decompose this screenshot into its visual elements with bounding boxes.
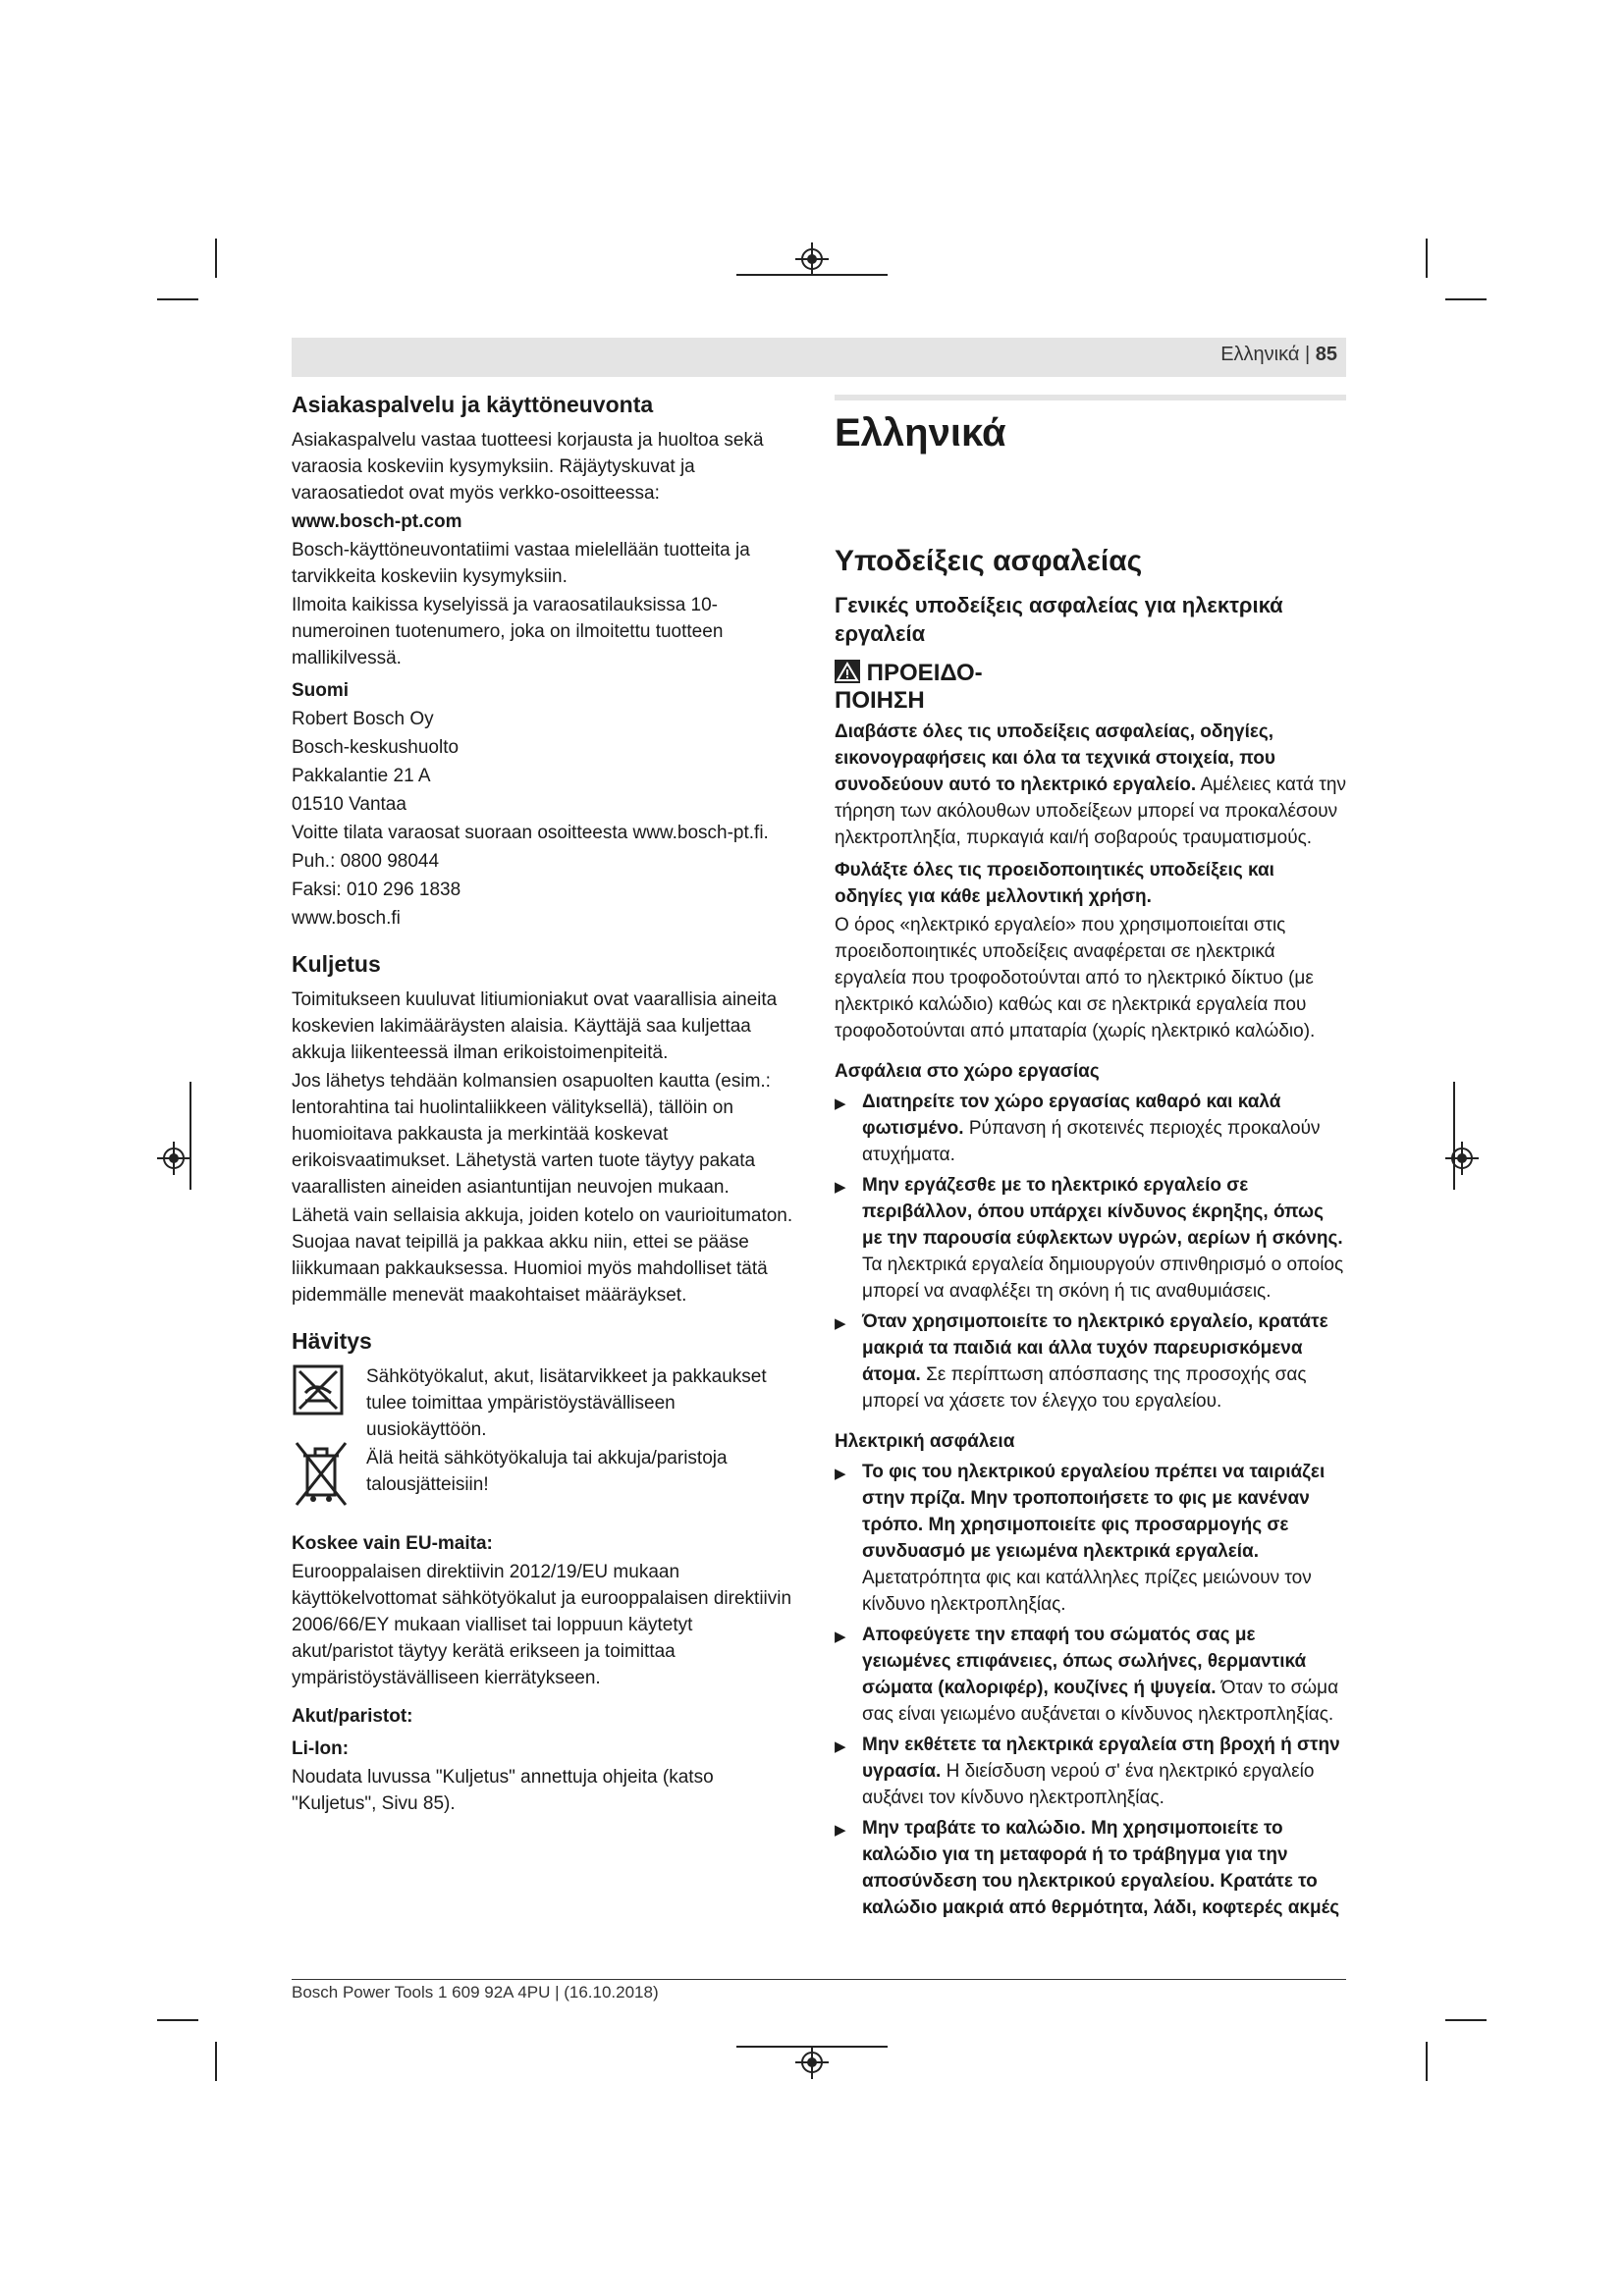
item-text: Η διείσδυση νερού σ' ένα ηλεκτρικό εργαλείο αυξάνει τον κίνδυνο ηλεκτροπληξίας.: [862, 1761, 1315, 1808]
header-separator: |: [1299, 344, 1316, 365]
disposal-text: [366, 1363, 798, 1517]
address-website-link[interactable]: www.bosch.fi: [292, 908, 401, 929]
crop-mark: [1426, 239, 1428, 278]
list-item: [835, 1622, 1346, 1728]
crop-mark: [215, 239, 217, 278]
header-language: Ελληνικά: [1220, 344, 1300, 365]
warning-block: [835, 660, 1346, 715]
disposal-paragraph: Älä heitä sähkötyökaluja tai akkuja/paristoja talousjätteisiin!: [366, 1448, 728, 1495]
item-text: Τα ηλεκτρικά εργαλεία δημιουργούν σπινθηρισμό ο οποίος μπορεί να αναφλέξει τη σκόνη ή τις αναθυμιάσεις.: [862, 1255, 1344, 1302]
electric-heading: Ηλεκτρική ασφάλεια: [835, 1431, 1015, 1452]
language-title: Ελληνικά: [835, 411, 1006, 454]
warning-label-text: ΠΡΟΕΙΔΟ-ΠΟΙΗΣΗ: [835, 660, 983, 714]
address-line: Puh.: 0800 98044: [292, 851, 440, 872]
address-line: Faksi: 010 296 1838: [292, 880, 461, 900]
bullet-arrow-icon: ▶: [835, 1466, 846, 1482]
page-header: [1220, 344, 1337, 366]
disposal-icons: [292, 1363, 351, 1517]
batteries-heading: Akut/paristot:: [292, 1706, 413, 1727]
crop-mark: [736, 274, 888, 276]
crop-mark: [1445, 2019, 1487, 2021]
crossed-bin-icon: [292, 1438, 351, 1517]
registration-mark-icon: [1445, 1142, 1479, 1175]
crop-mark: [736, 2046, 888, 2048]
liion-paragraph: Noudata luvussa "Kuljetus" annettuja ohjeita (katso "Kuljetus", Sivu 85).: [292, 1767, 714, 1814]
country-heading: Suomi: [292, 680, 350, 701]
warning-text: Αμέλειες κατά την τήρηση των ακόλουθων υποδείξεων μπορεί να προκαλέσουν ηλεκτροπληξία, πυρκαγιά και/ή σοβαρούς τραυματισμούς.: [835, 774, 1346, 848]
transport-paragraph: Toimitukseen kuuluvat litiumioniakut ovat vaarallisia aineita koskevien lakimääräysten alaisia. Käyttäjä saa kuljettaa akkuja liikenteessä ilman erikoistoimenpiteitä.: [292, 989, 778, 1063]
list-item: [835, 1308, 1346, 1415]
crop-mark: [157, 2019, 198, 2021]
crop-mark: [157, 298, 198, 300]
right-column: [835, 410, 1346, 1925]
item-text: Αμετατρόπητα φις και κατάλληλες πρίζες μειώνουν τον κίνδυνο ηλεκτροπληξίας.: [862, 1568, 1312, 1615]
list-item: [835, 1815, 1346, 1921]
page-footer: Bosch Power Tools 1 609 92A 4PU | (16.10.2018): [292, 1983, 659, 2002]
item-bold: Μην εργάζεσθε με το ηλεκτρικό εργαλείο σε περιβάλλον, όπου υπάρχει κίνδυνος έκρηξης, όπως με την παρουσία εύφλεκτων υγρών, αερίων ή σκόνης.: [862, 1175, 1343, 1249]
address-block: [292, 706, 798, 932]
safety-title: Υποδείξεις ασφαλείας: [835, 545, 1143, 577]
list-item: [835, 1089, 1346, 1168]
item-bold: Μην τραβάτε το καλώδιο. Μη χρησιμοποιείτε το καλώδιο για τη μεταφορά ή το τράβηγμα για την αποσύνδεση του ηλεκτρικού εργαλείου. Κρατάτε το καλώδιο μακριά από θερμότητα, λάδι, κοφτερές ακμές: [862, 1818, 1340, 1918]
item-text: Ρύπανση ή σκοτεινές περιοχές προκαλούν ατυχήματα.: [862, 1118, 1321, 1165]
crop-mark: [215, 2042, 217, 2081]
list-item: [835, 1459, 1346, 1618]
general-safety-title: Γενικές υποδείξεις ασφαλείας για ηλεκτρικά εργαλεία: [835, 593, 1283, 646]
item-bold: Αποφεύγετε την επαφή του σώματός σας με γειωμένες επιφάνειες, όπως σωλήνες, θερμαντικά σώματα (καλοριφέρ), κουζίνες ή ψυγεία.: [862, 1625, 1307, 1698]
registration-mark-icon: [795, 242, 829, 276]
list-item: [835, 1172, 1346, 1305]
registration-mark-icon: [795, 2046, 829, 2079]
page-number: 85: [1315, 344, 1337, 365]
address-line: Voitte tilata varaosat suoraan osoitteesta www.bosch-pt.fi.: [292, 823, 769, 843]
bullet-arrow-icon: ▶: [835, 1095, 846, 1112]
left-column: [292, 390, 798, 1819]
liion-heading: Li-Ion:: [292, 1738, 350, 1759]
page-header-bar: [292, 338, 1346, 377]
workplace-heading: Ασφάλεια στο χώρο εργασίας: [835, 1061, 1100, 1082]
bullet-arrow-icon: ▶: [835, 1738, 846, 1755]
list-item: [835, 1732, 1346, 1811]
item-bold: Το φις του ηλεκτρικού εργαλείου πρέπει να ταιριάζει στην πρίζα. Μην τροποποιήσετε το φις με κανέναν τρόπο. Μη χρησιμοποιείτε φις προσαρμογής σε συνδυασμό με γειωμένα ηλεκτρικά εργαλεία.: [862, 1462, 1326, 1562]
disposal-title: Hävitys: [292, 1328, 372, 1354]
item-text: Σε περίπτωση απόσπασης της προσοχής σας μπορεί να χάσετε τον έλεγχο του εργαλείου.: [862, 1364, 1307, 1412]
service-paragraph: Asiakaspalvelu vastaa tuotteesi korjausta ja huoltoa sekä varaosia koskeviin kysymyksiin. Räjäytyskuvat ja varaosatiedot ovat myös verkko-osoitteessa:: [292, 430, 764, 504]
address-line: Robert Bosch Oy: [292, 709, 434, 729]
service-paragraph: Bosch-käyttöneuvontatiimi vastaa mielellään tuotteita ja tarvikkeita koskeviin kysymyksiin.: [292, 540, 750, 587]
warning-bold-text: Διαβάστε όλες τις υποδείξεις ασφαλείας, οδηγίες, εικονογραφήσεις και όλα τα τεχνικά στοιχεία, που συνοδεύουν αυτό το ηλεκτρικό εργαλείο.: [835, 721, 1275, 795]
item-bold: Όταν χρησιμοποιείτε το ηλεκτρικό εργαλείο, κρατάτε μακριά τα παιδιά και άλλα τυχόν παρευρισκόμενα άτομα.: [862, 1311, 1328, 1385]
address-line: 01510 Vantaa: [292, 794, 406, 815]
eu-heading: Koskee vain EU-maita:: [292, 1533, 493, 1554]
address-line: Pakkalantie 21 A: [292, 766, 431, 786]
registration-mark-icon: [157, 1142, 190, 1175]
address-line: Bosch-keskushuolto: [292, 737, 460, 758]
service-url-link[interactable]: www.bosch-pt.com: [292, 511, 462, 532]
warning-intro: [1013, 660, 1346, 715]
section-rule: [835, 395, 1346, 400]
crop-mark: [1426, 2042, 1428, 2081]
item-text: Όταν το σώμα σας είναι γειωμένο αυξάνεται ο κίνδυνος ηλεκτροπληξίας.: [862, 1678, 1339, 1725]
item-bold: Διατηρείτε τον χώρο εργασίας καθαρό και καλά φωτισμένο.: [862, 1092, 1281, 1139]
item-bold: Μην εκθέτετε τα ηλεκτρικά εργαλεία στη βροχή ή στην υγρασία.: [862, 1735, 1340, 1782]
recycle-tools-icon: [292, 1363, 345, 1416]
transport-title: Kuljetus: [292, 951, 381, 977]
service-paragraph: Ilmoita kaikissa kyselyissä ja varaosatilauksissa 10-numeroinen tuotenumero, joka on ilmoitettu tuotteen mallikilvessä.: [292, 595, 724, 668]
eu-paragraph: Eurooppalaisen direktiivin 2012/19/EU mukaan käyttökelvottomat sähkötyökalut ja eurooppalaisen direktiivin 2006/66/EY mukaan vialliset tai loppuun käytetyt akut/paristot täytyy kerätä erikseen ja toimittaa ympäristöystävälliseen kierrätykseen.: [292, 1562, 792, 1688]
term-paragraph: Ο όρος «ηλεκτρικό εργαλείο» που χρησιμοποιείται στις προειδοποιητικές υποδείξεις αναφέρεται σε ηλεκτρικά εργαλεία που τροφοδοτούνται από το ηλεκτρικό δίκτυο (με ηλεκτρικό καλώδιο) καθώς και σε ηλεκτρικά εργαλεία που τροφοδοτούνται από μπαταρία (χωρίς ηλεκτρικό καλώδιο).: [835, 915, 1316, 1041]
bullet-arrow-icon: ▶: [835, 1629, 846, 1645]
warning-triangle-icon: [835, 660, 860, 683]
disposal-block: [292, 1363, 798, 1517]
warning-label: [835, 660, 1003, 715]
service-title: Asiakaspalvelu ja käyttöneuvonta: [292, 392, 654, 417]
disposal-paragraph: Sähkötyökalut, akut, lisätarvikkeet ja pakkaukset tulee toimittaa ympäristöystävälliseen uusiokäyttöön.: [366, 1366, 767, 1440]
transport-paragraph: Jos lähetys tehdään kolmansien osapuolten kautta (esim.: lentorahtina tai huolintaliikkeen välityksellä), tällöin on huomioitava pakkausta ja merkintää koskevat erikoisvaatimukset. Lähetystä varten tuote täytyy pakata vaarallisten aineiden asiantuntijan neuvojen mukaan.: [292, 1071, 771, 1198]
keep-instructions: Φυλάξτε όλες τις προειδοποιητικές υποδείξεις και οδηγίες για κάθε μελλοντική χρήση.: [835, 860, 1274, 907]
crop-mark: [1445, 298, 1487, 300]
transport-paragraph: Lähetä vain sellaisia akkuja, joiden kotelo on vaurioitumaton. Suojaa navat teipillä ja pakkaa akku niin, ettei se pääse liikkumaan pakkauksessa. Huomioi myös mahdolliset tätä pidemmälle menevät maakohtaiset määräykset.: [292, 1205, 793, 1306]
footer-rule: [292, 1979, 1346, 1980]
bullet-arrow-icon: ▶: [835, 1315, 846, 1332]
bullet-arrow-icon: ▶: [835, 1822, 846, 1839]
bullet-arrow-icon: ▶: [835, 1179, 846, 1196]
